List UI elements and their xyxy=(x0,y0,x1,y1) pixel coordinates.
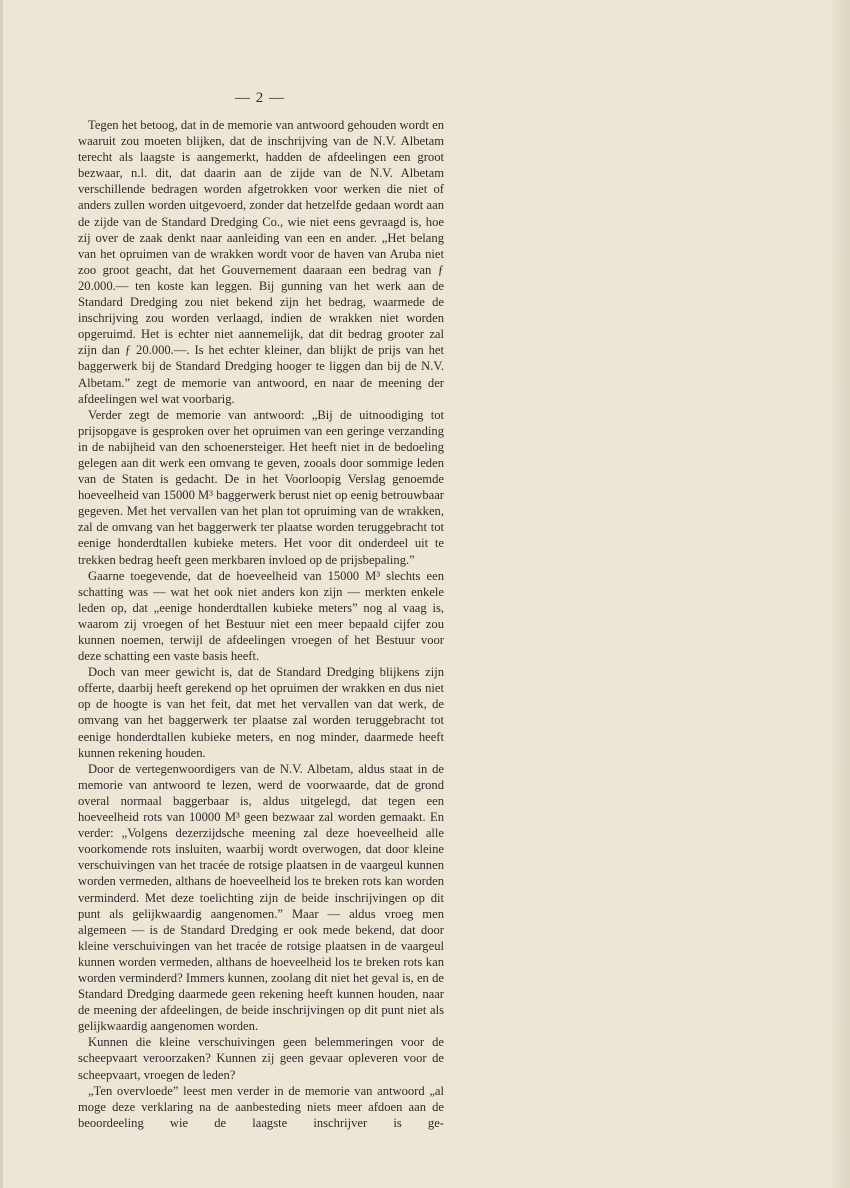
paragraph: Verder zegt de memorie van antwoord: „Bij de uitnoodiging tot prijsopgave is gesproken over het opruimen van een geringe verzanding in de nabijheid van den schoenersteiger. Het heeft niet in de bedoeling gelegen aan dit werk een omvang te geven, zooals door sommige leden van de Staten is gedacht. De in het Voorloopig Verslag genoemde hoeveelheid van 15000 M³ baggerwerk berust niet op eenig betrouwbaar gegeven. Met het vervallen van het plan tot opruiming van de wrakken, zal de omvang van het baggerwerk ter plaatse worden teruggebracht tot eenige honderdtallen kubieke meters. Het voor dit onderdeel uit te trekken bedrag heeft geen merkbaren invloed op de prijsbepaling.” xyxy=(78,407,444,567)
page-number: — 2 — xyxy=(235,90,285,106)
paragraph: Tegen het betoog, dat in de memorie van antwoord gehouden wordt en waaruit zou moeten blijken, dat de inschrijving van de N.V. Albetam terecht als laagste is aangemerkt, hadden de afdeelingen een groot bezwaar, n.l. dit, dat daarin aan de zijde van de N.V. Albetam verschillende bedragen worden afgetrokken voor werken die niet of anders zullen worden uitgevoerd, zonder dat hetzelfde gedaan wordt aan de zijde van de Standard Dredging Co., wie niet eens gevraagd is, hoe zij over de zaak denkt naar aanleiding van een en ander. „Het belang van het opruimen van de wrakken wordt voor de haven van Aruba niet zoo groot geacht, dat het Gouvernement daaraan een bedrag van ƒ 20.000.— ten koste kan leggen. Bij gunning van het werk aan de Standard Dredging zou niet bekend zijn het bedrag, waarmede de inschrijving zou worden verlaagd, indien de wrakken niet worden opgeruimd. Het is echter niet aannemelijk, dat dit bedrag grooter zal zijn dan ƒ 20.000.—. Is het echter kleiner, dan blijkt de prijs van het baggerwerk bij de Standard Dredging hooger te liggen dan bij de N.V. Albetam.” zegt de memorie van antwoord, en naar de meening der afdeelingen wel wat voorbarig. xyxy=(78,118,444,406)
body-text xyxy=(78,117,444,1131)
paragraph: Door de vertegenwoordigers van de N.V. Albetam, aldus staat in de memorie van antwoord te lezen, werd de voorwaarde, dat de grond overal normaal baggerbaar is, aldus uitgelegd, dat tegen een hoeveelheid rots van 10000 M³ geen bezwaar zal worden gemaakt. En verder: „Volgens dezerzijdsche meening zal deze hoeveelheid alle voorkomende rots insluiten, waarbij wordt overwogen, dat door kleine verschuivingen van het tracée de rotsige plaatsen in de vaargeul kunnen worden vermeden, althans de hoeveelheid los te breken rots kan worden verminderd. Met deze toelichting zijn de beide inschrijvingen op dit punt als gelijkwaardig aangenomen.” Maar — aldus vroeg men algemeen — is de Standard Dredging er ook mede bekend, dat door kleine verschuivingen van het tracée de rotsige plaatsen in de vaargeul kunnen worden vermeden, althans de hoeveelheid los te breken rots kan worden verminderd? Immers kunnen, zoolang dit niet het geval is, en de Standard Dredging daarmede geen rekening heeft kunnen houden, naar de meening der afdeelingen, de beide inschrijvingen op dit punt niet als gelijkwaardig aangenomen worden. xyxy=(78,761,444,1034)
paragraph: Doch van meer gewicht is, dat de Standard Dredging blijkens zijn offerte, daarbij heeft gerekend op het opruimen der wrakken en dus niet op de hoogte is van het feit, dat met het vervallen van dat werk, de omvang van het baggerwerk ter plaatse zal worden teruggebracht tot eenige honderdtallen kubieke meters, en nog minder, daarmede heeft kunnen rekening houden. xyxy=(78,665,444,760)
paragraph: Kunnen die kleine verschuivingen geen belemmeringen voor de scheepvaart veroorzaken? Kunnen zij geen gevaar opleveren voor de scheepvaart, vroegen de leden? xyxy=(78,1035,444,1082)
paragraph: Gaarne toegevende, dat de hoeveelheid van 15000 M³ slechts een schatting was — wat het ook niet anders kon zijn — merkten enkele leden op, dat „eenige honderdtallen kubieke meters” nog al vaag is, waarom zij vroegen of het Bestuur niet een meer bepaald cijfer zou kunnen noemen, terwijl de afdeelingen vroegen of het Bestuur voor deze schatting een vaste basis heeft. xyxy=(78,568,444,664)
paragraph: „Ten overvloede” leest men verder in de memorie van antwoord „al moge deze verklaring na de aanbesteding niets meer afdoen aan de beoordeeling wie de laagste inschrijver is ge- xyxy=(78,1083,444,1130)
